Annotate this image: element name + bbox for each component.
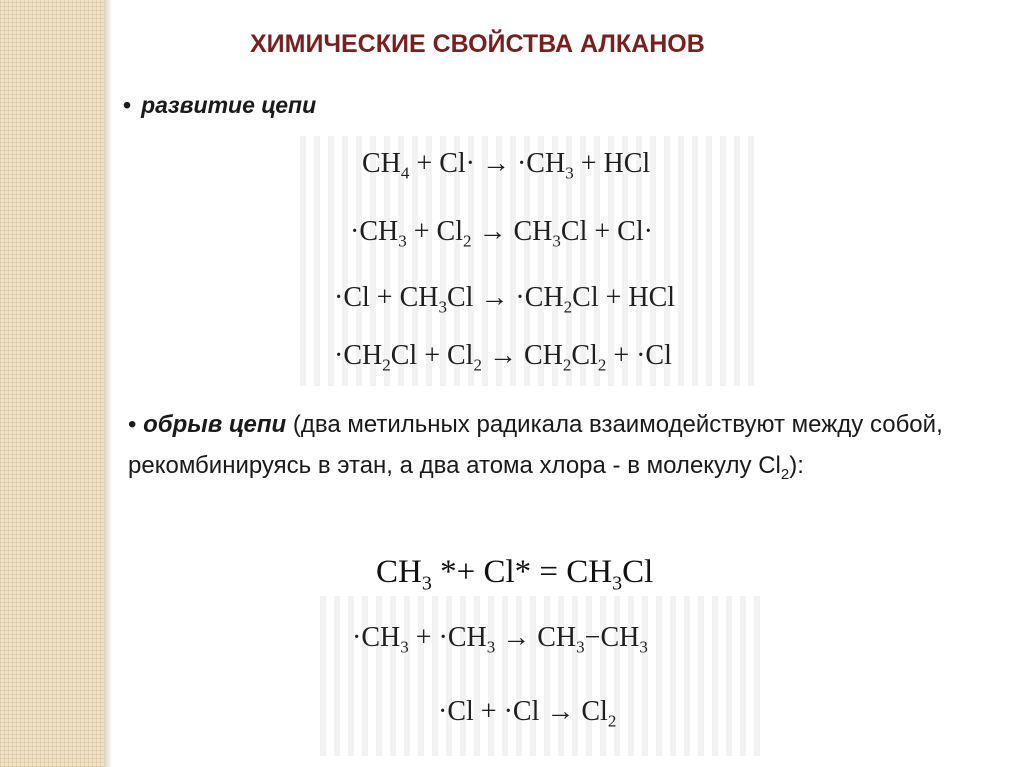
equation-propagation-4: $\cdot CH_2Cl + Cl_2 \to CH_2Cl_2 + \cdot Cl$ — [334, 340, 672, 375]
propagation-equations-image — [300, 136, 760, 386]
equation-methyl-chlorine: $CH_3 *+ Cl* = CH_3Cl$ — [376, 554, 654, 595]
bullet-dot: • — [123, 92, 132, 118]
decorative-side-strip — [0, 0, 104, 767]
strip-shadow — [104, 0, 112, 767]
equation-propagation-2: $\cdot CH_3 + Cl_2 \to CH_3Cl + Cl\cdot$ — [350, 216, 653, 251]
equation-propagation-3: $\cdot Cl + CH_3Cl \to \cdot CH_2Cl$ + HCl — [334, 282, 676, 317]
equation-termination-2: $\cdot Cl + \cdot Cl \to Cl_2$ — [438, 696, 617, 731]
termination-text: (два метильных радикала взаимодействуют между собой, рекомбинируясь в этан, а два атома хлора - в молекулу Cl — [128, 411, 943, 479]
bullet-chain-propagation — [123, 92, 316, 119]
termination-equations-image — [320, 596, 760, 756]
bullet-chain-termination: • обрыв цепи (два метильных радикала взаимодействуют между собой, рекомбинируясь в этан, а два атома хлора - в молекулу $Cl_2$): — [128, 411, 943, 483]
equation-propagation-1: $CH_4 + Cl\cdot \to \cdot CH_3$ + HCl — [362, 148, 651, 183]
termination-label: обрыв цепи — [143, 411, 287, 438]
slide-title: ХИМИЧЕСКИЕ СВОЙСТВА АЛКАНОВ — [250, 30, 705, 58]
bullet-label: развитие цепи — [141, 92, 317, 118]
equation-termination-1: $\cdot CH_3 + \cdot CH_3 \to CH_3-CH_3$ — [352, 622, 648, 657]
bullet-dot: • — [128, 411, 137, 438]
